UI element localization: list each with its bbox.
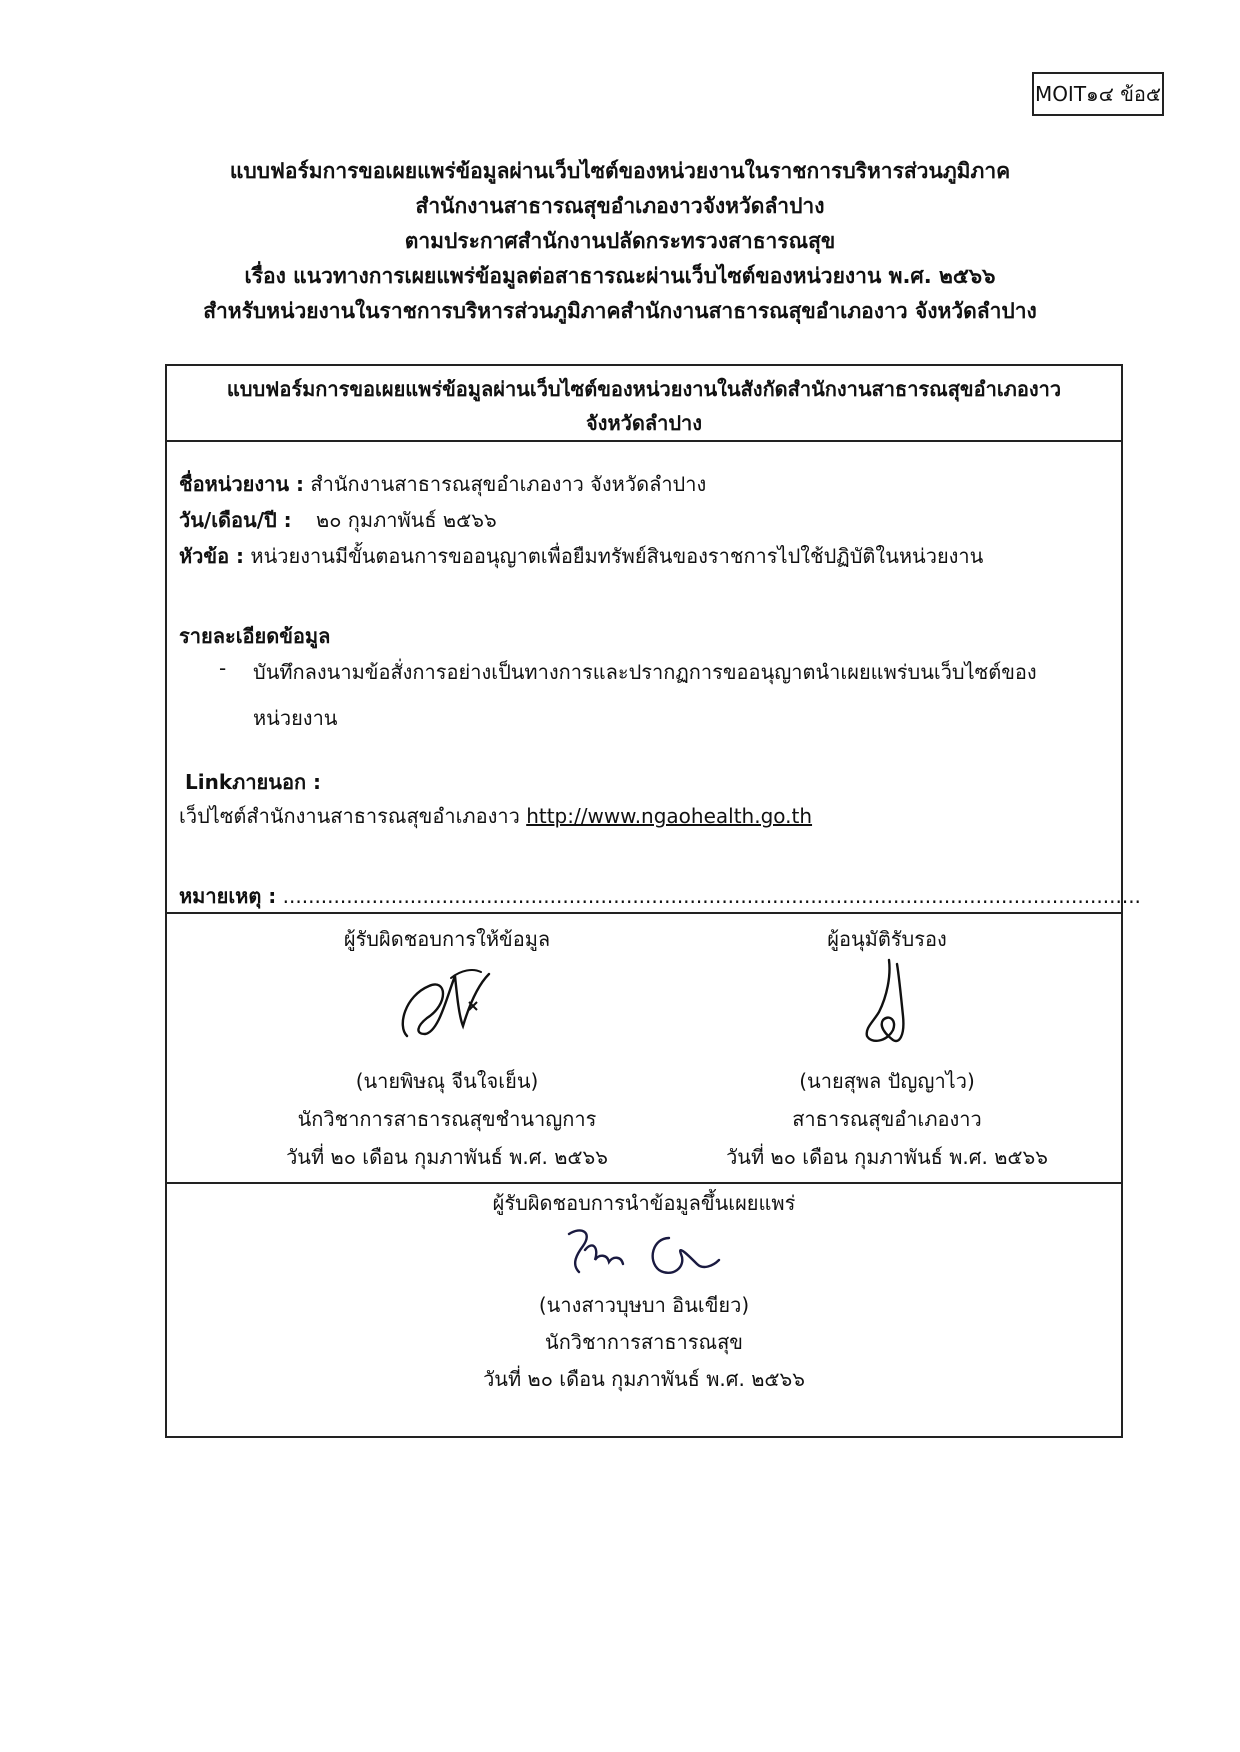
header-line-5: สำหรับหน่วยงานในราชการบริหารส่วนภูมิภาคสำนักงานสาธารณสุขอำเภองาว จังหวัดลำปาง — [203, 299, 1037, 323]
remark-dots: ....................................................................................................................................... — [282, 884, 1141, 908]
provider-position: นักวิชาการสาธารณสุขชำนาญการ — [297, 1107, 597, 1131]
date-label: วัน/เดือน/ปี : — [179, 508, 292, 532]
publication-form — [165, 364, 1141, 1438]
signature-provider — [377, 956, 517, 1048]
signature-publisher — [549, 1220, 739, 1288]
detail-bullet: - — [219, 656, 227, 680]
document-code: MOIT๑๔ ข้อ๕ — [1032, 72, 1164, 116]
date-value: ๒๐ กุมภาพันธ์ ๒๕๖๖ — [316, 508, 497, 532]
org-value: สำนักงานสาธารณสุขอำเภองาว จังหวัดลำปาง — [310, 472, 707, 496]
document-header — [0, 154, 1240, 329]
header-line-3: ตามประกาศสำนักงานปลัดกระทรวงสาธารณสุข — [404, 229, 836, 253]
header-line-1: แบบฟอร์มการขอเผยแพร่ข้อมูลผ่านเว็บไซต์ของหน่วยงานในราชการบริหารส่วนภูมิภาค — [229, 159, 1011, 183]
signature-approver — [827, 956, 947, 1048]
link-prefix: เว็ปไซต์สำนักงานสาธารณสุขอำเภองาว — [179, 804, 520, 828]
section-divider — [167, 912, 1121, 914]
publisher-role: ผู้รับผิดชอบการนำข้อมูลขึ้นเผยแพร่ — [492, 1191, 796, 1215]
topic-label: หัวข้อ : — [179, 544, 245, 568]
header-line-4: เรื่อง แนวทางการเผยแพร่ข้อมูลต่อสาธารณะผ่านเว็บไซต์ของหน่วยงาน พ.ศ. ๒๕๖๖ — [244, 264, 996, 288]
org-row — [179, 468, 706, 500]
detail-line-1: บันทึกลงนามข้อสั่งการอย่างเป็นทางการและปรากฏการขออนุญาตนำเผยแพร่บนเว็บไซต์ของ — [253, 660, 1037, 684]
detail-line-2: หน่วยงาน — [253, 706, 338, 730]
header-line-2: สำนักงานสาธารณสุขอำเภองาวจังหวัดลำปาง — [415, 194, 825, 218]
external-link[interactable]: http://www.ngaohealth.go.th — [526, 804, 813, 828]
publisher-name: (นางสาวบุษบา อินเขียว) — [538, 1293, 750, 1317]
section-divider-2 — [167, 1182, 1121, 1184]
signature-block-approver — [667, 922, 1107, 1176]
topic-value: หน่วยงานมีขั้นตอนการขออนุญาตเพื่อยืมทรัพย์สินของราชการไปใช้ปฏิบัติในหน่วยงาน — [250, 544, 984, 568]
detail-heading: รายละเอียดข้อมูล — [179, 624, 331, 648]
remark-label: หมายเหตุ : — [179, 884, 277, 908]
link-row — [179, 800, 812, 832]
approver-role: ผู้อนุมัติรับรอง — [827, 927, 947, 951]
provider-role: ผู้รับผิดชอบการให้ข้อมูล — [343, 927, 551, 951]
topic-row — [179, 540, 983, 572]
approver-name: (นายสุพล ปัญญาไว) — [799, 1069, 975, 1093]
approver-date: วันที่ ๒๐ เดือน กุมภาพันธ์ พ.ศ. ๒๕๖๖ — [726, 1145, 1048, 1169]
form-title-line-2: จังหวัดลำปาง — [585, 411, 703, 435]
provider-date: วันที่ ๒๐ เดือน กุมภาพันธ์ พ.ศ. ๒๕๖๖ — [286, 1145, 608, 1169]
org-label: ชื่อหน่วยงาน : — [179, 472, 305, 496]
remark-row — [179, 880, 1141, 912]
publisher-date: วันที่ ๒๐ เดือน กุมภาพันธ์ พ.ศ. ๒๕๖๖ — [483, 1367, 805, 1391]
approver-position: สาธารณสุขอำเภองาว — [792, 1107, 982, 1131]
form-title — [167, 366, 1121, 442]
signature-block-publisher — [167, 1186, 1121, 1398]
form-title-line-1: แบบฟอร์มการขอเผยแพร่ข้อมูลผ่านเว็บไซต์ของหน่วยงานในสังกัดสำนักงานสาธารณสุขอำเภองาว — [226, 377, 1062, 401]
publisher-position: นักวิชาการสาธารณสุข — [545, 1330, 743, 1354]
provider-name: (นายพิษณุ จีนใจเย็น) — [355, 1069, 539, 1093]
link-heading: Linkภายนอก : — [185, 770, 322, 794]
date-row — [179, 504, 497, 536]
signature-block-provider — [227, 922, 667, 1176]
